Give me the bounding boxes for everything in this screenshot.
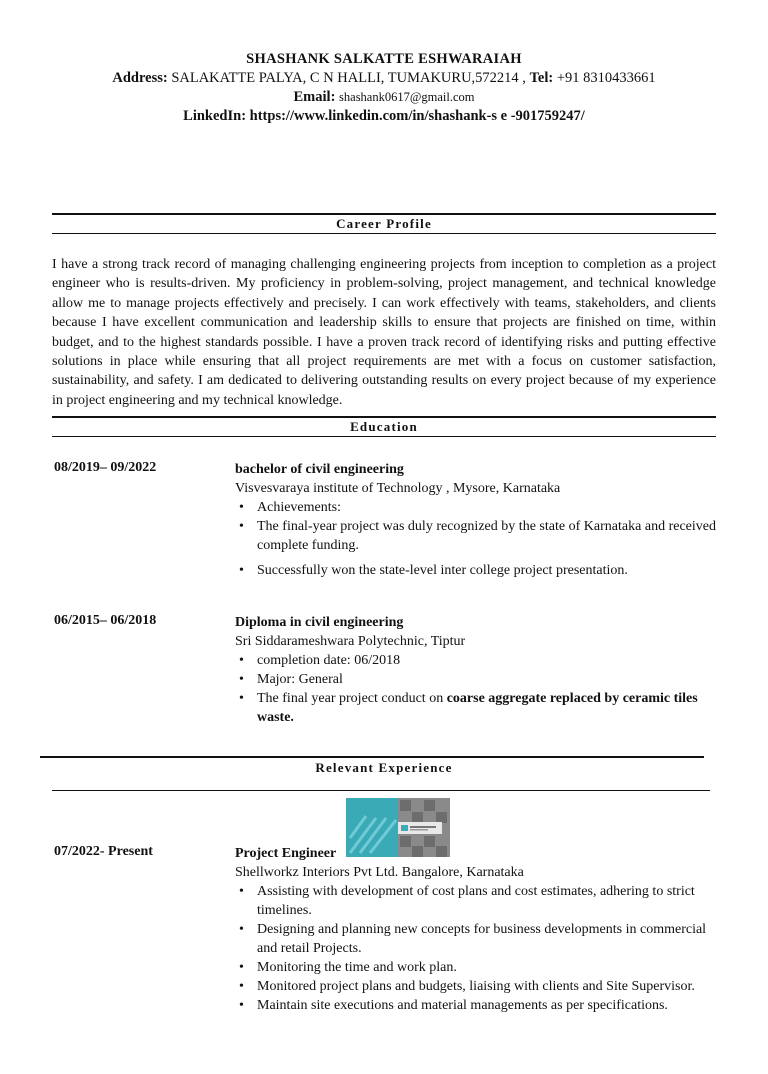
list-item: • completion date: 06/2018 xyxy=(235,651,716,670)
company-name: Shellworkz Interiors Pvt Ltd. Bangalore, Karnataka xyxy=(235,865,524,880)
experience-top-rule xyxy=(40,756,704,758)
list-item: • Monitoring the time and work plan. xyxy=(235,958,716,977)
entry-content xyxy=(235,613,716,727)
degree-title: Diploma in civil engineering xyxy=(235,615,404,630)
education-heading-bar xyxy=(52,416,716,437)
candidate-name: SHASHANK SALKATTE ESHWARAIAH xyxy=(246,51,522,67)
list-item: • Achievements: xyxy=(235,498,716,517)
experience-bottom-rule xyxy=(52,790,710,791)
linkedin-label: LinkedIn: xyxy=(183,108,247,124)
resume-header xyxy=(0,50,768,126)
entry-content xyxy=(235,844,716,1015)
tel-label: Tel: xyxy=(529,70,554,86)
entry-date: 06/2015– 06/2018 xyxy=(54,613,157,628)
institution: Sri Siddarameshwara Polytechnic, Tiptur xyxy=(235,634,466,649)
linkedin-line xyxy=(0,107,768,126)
achievement-list xyxy=(235,498,716,580)
project-prefix: The final year project conduct on xyxy=(257,691,447,706)
project-title: coarse aggregate replaced by ceramic tiles waste. xyxy=(257,691,698,725)
list-item: • Designing and planning new concepts for business developments in commercial and retail Projects. xyxy=(235,920,716,958)
list-item: • Maintain site executions and material managements as per specifications. xyxy=(235,996,716,1015)
entry-date: 07/2022- Present xyxy=(54,844,153,859)
career-profile-heading-bar xyxy=(52,213,716,234)
entry-content xyxy=(235,460,716,580)
list-item: • Monitored project plans and budgets, liaising with clients and Site Supervisor. xyxy=(235,977,716,996)
linkedin-url[interactable]: https://www.linkedin.com/in/shashank-s e -901759247/ xyxy=(249,108,585,124)
degree-title: bachelor of civil engineering xyxy=(235,462,404,477)
section-heading: Education xyxy=(52,416,716,437)
career-profile-text: I have a strong track record of managing challenging engineering projects from inception to completion as a project engineer who is results-driven. My proficiency in problem-solving, project management, and technical knowledge allow me to manage projects effectively and precisely. I can work effectively with teams, stakeholders, and clients because I have excellent communication and leadership skills to ensure that projects are finished on time, within budget, and to the highest standards possible. I have a proven track record of identifying risks and putting effective solutions in place while ensuring that all project requirements are met with a focus on customer satisfaction, sustainability, and safety. I am dedicated to delivering outstanding results on every project because of my experience in project engineering and my technical knowledge. xyxy=(52,257,716,408)
job-title: Project Engineer xyxy=(235,846,337,861)
list-item: • Assisting with development of cost plans and cost estimates, adhering to strict timelines. xyxy=(235,882,716,920)
institution: Visvesvaraya institute of Technology , Mysore, Karnataka xyxy=(235,481,561,496)
detail-list xyxy=(235,651,716,727)
entry-date: 08/2019– 09/2022 xyxy=(54,460,157,475)
list-item: • Major: General xyxy=(235,670,716,689)
list-item xyxy=(235,689,716,727)
list-item: • Successfully won the state-level inter college project presentation. xyxy=(235,561,716,580)
responsibility-list xyxy=(235,882,716,1015)
email-line xyxy=(0,88,768,107)
email-value[interactable]: shashank0617@gmail.com xyxy=(339,90,475,104)
email-label: Email: xyxy=(293,89,336,105)
list-item: • The final-year project was duly recognized by the state of Karnataka and received complete funding. xyxy=(235,517,716,555)
tel-value: +91 8310433661 xyxy=(556,70,656,86)
section-heading: Relevant Experience xyxy=(315,760,453,775)
address-line xyxy=(0,69,768,88)
section-heading: Career Profile xyxy=(52,213,716,234)
address-value: SALAKATTE PALYA, C N HALLI, TUMAKURU,572214 , xyxy=(171,70,526,86)
address-label: Address: xyxy=(112,70,168,86)
